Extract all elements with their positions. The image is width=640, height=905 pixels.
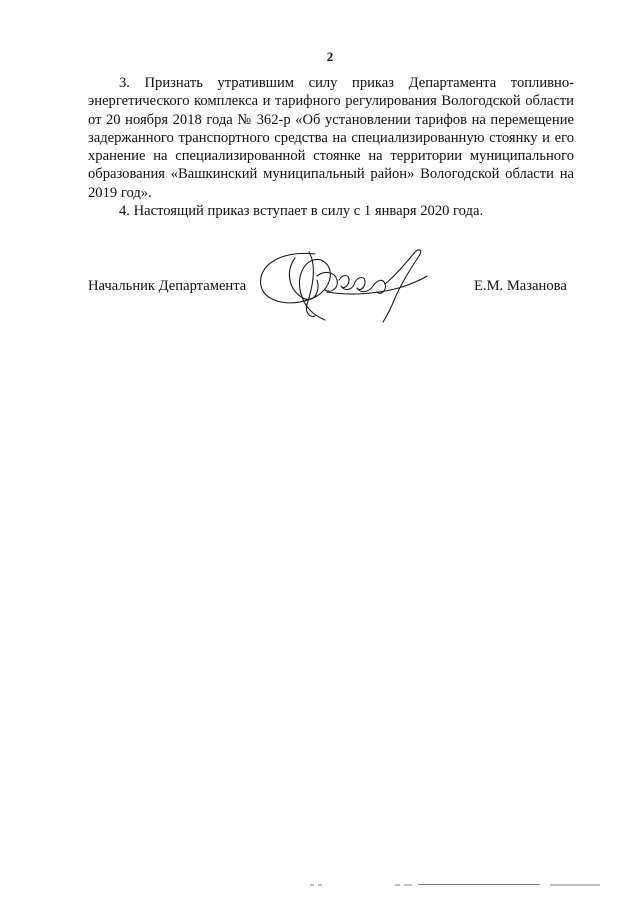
document-body [88, 74, 574, 220]
signatory-title: Начальник Департамента [88, 278, 247, 294]
paragraph-3: 3. Признать утратившим силу приказ Департамента топливно-энергетического комплекса и тарифного регулирования Вологодской области от 20 ноября 2018 года № 362-р «Об установлении тарифов на перемещение задержанного транспортного средства на специализированную стоянку и его хранение на специализированной стоянке на территории муниципального образования «Вашкинский муниципальный район» Вологодской области на 2019 год». [88, 75, 574, 201]
paragraph-4: 4. Настоящий приказ вступает в силу с 1 января 2020 года. [119, 203, 484, 220]
scan-artifact-line [300, 880, 630, 890]
signatory-name: Е.М. Мазанова [474, 278, 567, 294]
page-number: 2 [326, 49, 334, 64]
handwritten-signature [255, 246, 435, 326]
